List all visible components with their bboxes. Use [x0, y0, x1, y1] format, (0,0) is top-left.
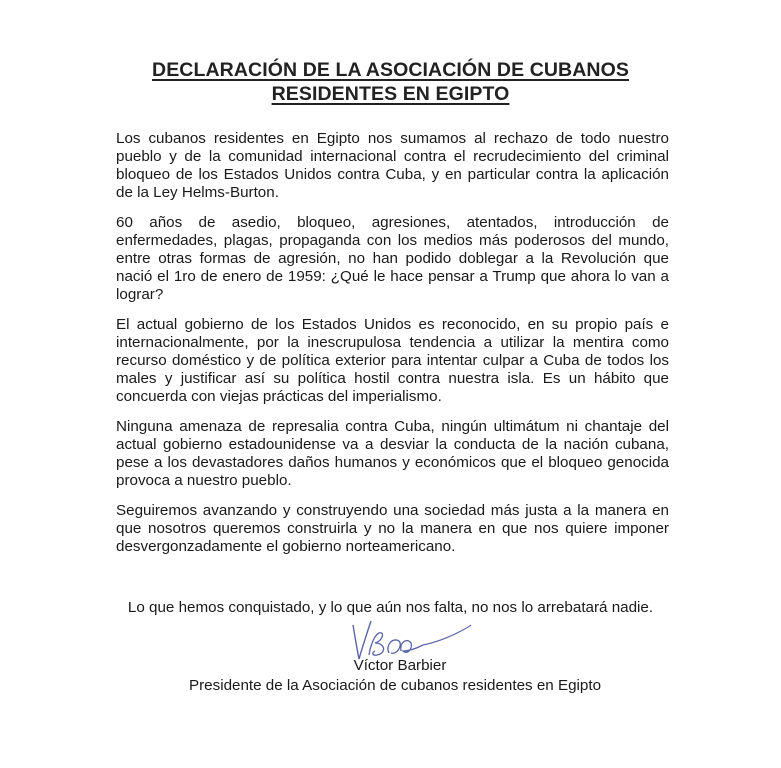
document-body	[116, 130, 669, 567]
document-title: DECLARACIÓN DE LA ASOCIACIÓN DE CUBANOS RESIDENTES EN EGIPTO	[152, 59, 629, 105]
signatory-name: Víctor Barbier	[353, 657, 447, 674]
paragraph: Seguiremos avanzando y construyendo una sociedad más justa a la manera en que nosotros queremos construirla y no la manera en que nos quiere imponer desvergonzadamente el gobierno norteamericano.	[116, 501, 669, 555]
handwritten-signature	[345, 615, 475, 663]
paragraph: Ninguna amenaza de represalia contra Cuba, ningún ultimátum ni chantaje del actual gobierno estadounidense va a desviar la conducta de la nación cubana, pese a los devastadores daños humanos y económicos que el bloqueo genocida provoca a nuestro pueblo.	[116, 417, 669, 490]
paragraph: Los cubanos residentes en Egipto nos sumamos al rechazo de todo nuestro pueblo y de la comunidad internacional contra el recrudecimiento del criminal bloqueo de los Estados Unidos contra Cuba, y en particular contra la aplicación de la Ley Helms-Burton.	[116, 130, 669, 202]
paragraph: 60 años de asedio, bloqueo, agresiones, atentados, introducción de enfermedades, plagas, propaganda con los medios más poderosos del mundo, entre otras formas de agresión, no han podido doblegar a la Revolución que nació el 1ro de enero de 1959: ¿Qué le hace pensar a Trump que ahora lo van a lograr?	[116, 213, 669, 304]
paragraph: El actual gobierno de los Estados Unidos es reconocido, en su propio país e internacionalmente, por la inescrupulosa tendencia a utilizar la mentira como recurso doméstico y de política exterior para intentar culpar a Cuba de todos los males y justificar así su política hostil contra nuestra isla. Es un hábito que concuerda con viejas prácticas del imperialismo.	[116, 315, 669, 406]
closing-statement: Lo que hemos conquistado, y lo que aún nos falta, no nos lo arrebatará nadie.	[127, 599, 654, 616]
signatory-role: Presidente de la Asociación de cubanos residentes en Egipto	[188, 677, 602, 694]
